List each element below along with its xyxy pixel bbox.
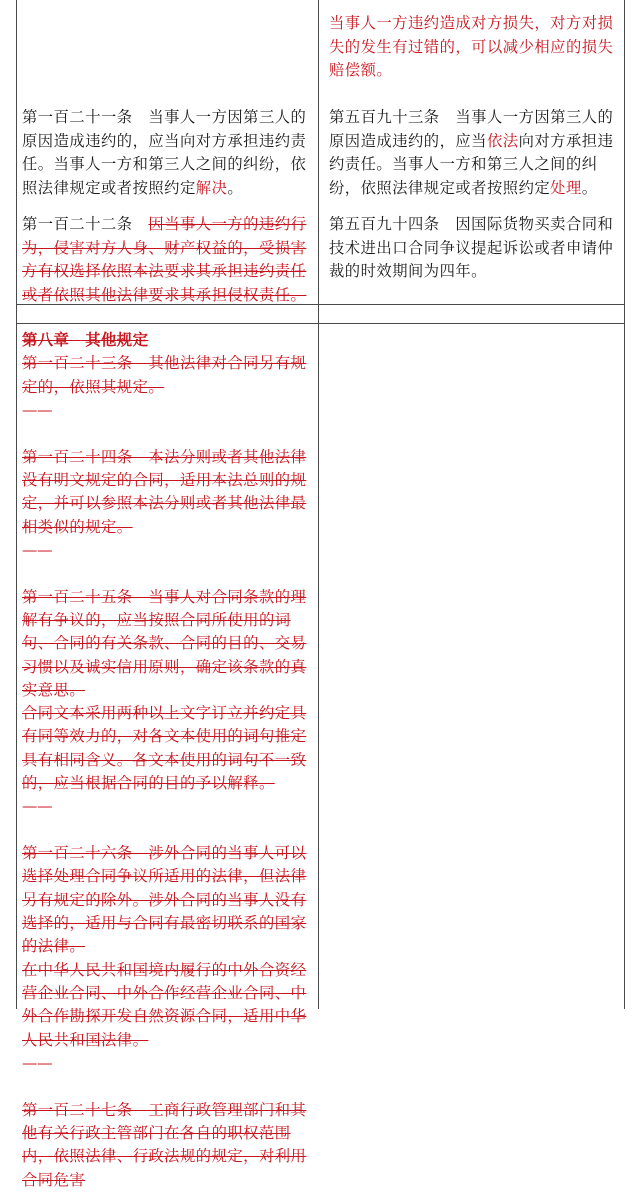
article-126-text-2: 在中华人民共和国境内履行的中外合资经营企业合同、中外合作经营企业合同、中外合作勘探开发自然资源合同，适用中华人民共和国法律。 bbox=[22, 960, 307, 1049]
article-121-red: 解决 bbox=[195, 178, 228, 197]
right-top-part2: 对方对损失的发生有过错的，可以减少相应的损失赔偿额。 bbox=[329, 14, 614, 79]
article-126-text: 第一百二十六条 涉外合同的当事人可以选择处理合同争议所适用的法律，但法律另有规定的除外。涉外合同的当事人没有选择的，适用与合同有最密切联系的国家的法律。 bbox=[22, 844, 307, 956]
article-127-text: 第一百二十七条 工商行政管理部门和其他有关行政主管部门在各自的职权范围内，依照法律、行政法规的规定，对利用合同危害 bbox=[22, 1100, 307, 1189]
article-593-text bbox=[329, 106, 621, 200]
article-121-text bbox=[22, 106, 314, 200]
article-594-cell bbox=[329, 213, 621, 284]
article-593-end: 。 bbox=[581, 178, 598, 197]
article-121-body: 第一百二十一条 当事人一方因第三人的原因造成违约的，应当向对方承担违约责任。当事人一方和第三人之间的纠纷，依照法律规定或者按照约定 bbox=[22, 108, 307, 197]
article-121-end: 。 bbox=[227, 178, 244, 197]
article-122-cell bbox=[22, 213, 314, 307]
table-left-border bbox=[16, 0, 17, 1009]
article-124-text: 第一百二十四条 本法分则或者其他法律没有明文规定的合同，适用本法总则的规定，并可以参照本法分则或者其他法律最相类似的规定。 bbox=[22, 447, 307, 536]
article-593-body-b: 向对方承担违约责任。当事人一方和第三人之间的纠纷，依照法律规定或者按照约定 bbox=[329, 131, 614, 197]
article-121-cell bbox=[22, 106, 314, 200]
separator-dash: —— bbox=[22, 540, 53, 559]
article-593-body-a: 第五百九十三条 当事人一方因第三人的原因造成违约的，应当 bbox=[329, 108, 614, 150]
article-594-text: 第五百九十四条 因国际货物买卖合同和技术进出口合同争议提起诉讼或者申请仲裁的时效期间为四年。 bbox=[329, 215, 614, 280]
article-125-text-2: 合同文本采用两种以上文字订立并约定具有同等效力的，对各文本使用的词句推定具有相同含义。各文本使用的词句不一致的，应当根据合同的目的予以解释。 bbox=[22, 704, 307, 793]
chapter-8-cell bbox=[22, 329, 314, 1192]
separator-dash: —— bbox=[22, 797, 53, 816]
table-column-divider bbox=[318, 0, 319, 1009]
article-593-cell bbox=[329, 106, 621, 200]
separator-dash: —— bbox=[22, 400, 53, 419]
right-top-paragraph bbox=[329, 12, 621, 83]
article-123-text: 第一百二十三条 其他法律对合同另有规定的，依照其规定。 bbox=[22, 354, 307, 396]
article-593-red: 依法 bbox=[486, 131, 519, 150]
table-right-border bbox=[624, 0, 625, 1009]
right-top-part1: 当事人一方违约造成对方损失， bbox=[329, 14, 551, 32]
right-top-cell bbox=[329, 12, 621, 83]
article-122-text bbox=[22, 213, 314, 307]
chapter-8-heading: 第八章 其他规定 bbox=[22, 331, 149, 349]
row-divider-2 bbox=[16, 323, 625, 324]
separator-dash: —— bbox=[22, 1053, 53, 1072]
article-122-prefix: 第一百二十二条 bbox=[22, 215, 149, 233]
article-593-red2: 处理 bbox=[550, 178, 582, 197]
article-125-text: 第一百二十五条 当事人对合同条款的理解有争议的，应当按照合同所使用的词句、合同的有关条款、合同的目的、交易习惯以及诚实信用原则，确定该条款的真实意思。 bbox=[22, 587, 307, 699]
article-122-deleted: 因当事人一方的违约行为，侵害对方人身、财产权益的，受损害方有权选择依照本法要求其承担违约责任或者依照其他法律要求其承担侵权责任。 bbox=[22, 215, 307, 304]
